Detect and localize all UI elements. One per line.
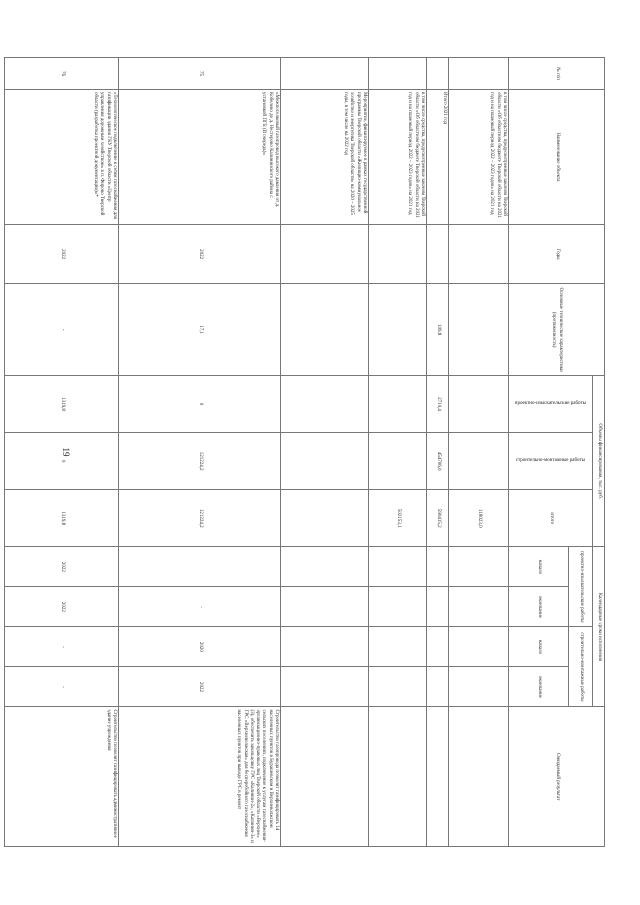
row-result: Строительство газопровода позволит газифицировать 14 населенных пунктов в Бурашевском и Верхневолжском сельских поселениях, подключение к услугам газоснабжения-организационно-правовых лиц Тверской области «Верхнее» (3), обеспечить закольцовку ГРС «Калинин-2», «Калинин-3» и ГРС «Верхневолжская» для бесперебойного газоснабжения населенных пунктов при выводе ГРС в ремонт <box>119 707 281 847</box>
row-design-end: - <box>119 587 281 627</box>
row-funding-design: 2710,4 <box>427 375 449 432</box>
row-design-end <box>449 587 509 627</box>
header-funding-total: итого <box>509 490 593 547</box>
row-construction-start: - <box>5 627 119 667</box>
investment-table <box>4 57 605 847</box>
row-funding-construction: 0 <box>5 433 119 490</box>
row-funding-design: 0 <box>119 375 281 432</box>
row-years <box>369 224 427 283</box>
row-construction-end: - <box>5 667 119 707</box>
row-result <box>427 707 449 847</box>
row-construction-start <box>369 627 427 667</box>
row-name: в том числе средства, предусмотренные законом Тверской области «Об областном бюджете Тверской области на 2021 год и на плановый период 2022 – 2023 годов» на 2021 год <box>369 90 427 225</box>
row-characteristics: 109,8 <box>427 284 449 375</box>
row-funding-total: 1319,8 <box>5 490 119 547</box>
table-row <box>427 58 449 847</box>
header-funding-design: проектно-изыскательские работы <box>509 375 593 432</box>
table-row <box>369 58 427 847</box>
page-number: 19 <box>61 447 71 457</box>
row-funding-design <box>281 375 369 432</box>
row-funding-construction: 454706,0 <box>427 433 449 490</box>
row-design-start: 2022 <box>5 547 119 587</box>
row-construction-start <box>449 627 509 667</box>
header-funding: Объемы финансирования, тыс. руб. <box>593 375 605 547</box>
row-construction-end <box>369 667 427 707</box>
header-construction-start: начало <box>509 627 569 667</box>
row-funding-total: 118023,0 <box>449 490 509 547</box>
row-characteristics <box>369 284 427 375</box>
header-design-start: начало <box>509 547 569 587</box>
row-design-end <box>281 587 369 627</box>
row-name: Мероприятие, финансируемое в рамках государственной программы Тверской области «Жилищно-коммунальное хозяйство и энергетика Тверской области» на 2020 – 2025 годы, в том числе на 2022 год <box>281 90 369 225</box>
row-characteristics: 17,1 <box>119 284 281 375</box>
row-funding-construction <box>449 433 509 490</box>
row-num <box>449 58 509 90</box>
row-name: «Межпоселковый газопровод высокого давления от д. Кобелево до д. Нестерово Калининского района с установкой ПГБ (II очередь)» <box>119 90 281 225</box>
table-row <box>281 58 369 847</box>
header-name: Наименование объекта <box>509 90 605 225</box>
row-funding-total: 121224,2 <box>119 490 281 547</box>
table-row <box>449 58 509 847</box>
row-funding-construction: 121224,2 <box>119 433 281 490</box>
header-calendar: Календарные сроки исполнения <box>593 547 605 707</box>
header-num: № п/п <box>509 58 605 90</box>
row-funding-design <box>369 375 427 432</box>
row-design-end <box>369 587 427 627</box>
row-num: 75 <box>119 58 281 90</box>
row-design-end <box>427 587 449 627</box>
row-funding-design <box>449 375 509 432</box>
row-funding-construction <box>369 433 427 490</box>
header-result: Ожидаемый результат <box>509 707 605 847</box>
row-design-start <box>369 547 427 587</box>
header-design-phase: проектно-изыскательские работы <box>569 547 593 627</box>
row-years <box>449 224 509 283</box>
row-num <box>369 58 427 90</box>
row-construction-end <box>427 667 449 707</box>
row-result: Строительство позволит газифицировать административное здание учреждения <box>5 707 119 847</box>
row-num: 76 <box>5 58 119 90</box>
row-design-end: 2022 <box>5 587 119 627</box>
row-years: 2022 <box>5 224 119 283</box>
row-funding-total <box>281 490 369 547</box>
row-characteristics: - <box>5 284 119 375</box>
row-funding-design: 1319,8 <box>5 375 119 432</box>
row-funding-total: 590415,2 <box>427 490 449 547</box>
row-name: в том числе средства, предусмотренные законом Тверской области «Об областном бюджете Тверской области на 2021 год и на плановый период 2022 – 2023 годов» на 2021 год <box>449 90 509 225</box>
row-construction-start: 2020 <box>119 627 281 667</box>
row-design-start <box>119 547 281 587</box>
row-result <box>449 707 509 847</box>
row-design-start <box>281 547 369 587</box>
row-years <box>281 224 369 283</box>
row-construction-start <box>427 627 449 667</box>
row-funding-construction <box>281 433 369 490</box>
row-num <box>427 58 449 90</box>
row-construction-end <box>449 667 509 707</box>
table-row <box>119 58 281 847</box>
header-funding-construction: строительно-монтажные работы <box>509 433 593 490</box>
row-result <box>281 707 369 847</box>
row-characteristics <box>281 284 369 375</box>
row-result <box>369 707 427 847</box>
header-characteristics: Основные технические характеристики (протяженность) <box>509 284 605 375</box>
header-years: Годы <box>509 224 605 283</box>
header-construction-end: окончание <box>509 667 569 707</box>
header-construction-phase: строительно-монтажные работы <box>569 627 593 707</box>
data-table-sheet <box>55 57 605 847</box>
row-name: «Технологическое подключение к сетям газоснабжения для газификации здания ГКУ Тверской области «Центр управления дорожным хозяйством» в п. Фирово Тверской области (разработка проектной документации)»* <box>5 90 119 225</box>
row-years <box>427 224 449 283</box>
row-design-start <box>449 547 509 587</box>
header-design-end: окончание <box>509 587 569 627</box>
row-design-start <box>427 547 449 587</box>
row-num <box>281 58 369 90</box>
row-funding-total: 502153,1 <box>369 490 427 547</box>
row-construction-end <box>281 667 369 707</box>
row-construction-start <box>281 627 369 667</box>
table-body <box>5 58 509 847</box>
row-years: 2022 <box>119 224 281 283</box>
row-construction-end: 2022 <box>119 667 281 707</box>
table-row <box>5 58 119 847</box>
row-characteristics <box>449 284 509 375</box>
row-name: Итого 2021 год <box>427 90 449 225</box>
